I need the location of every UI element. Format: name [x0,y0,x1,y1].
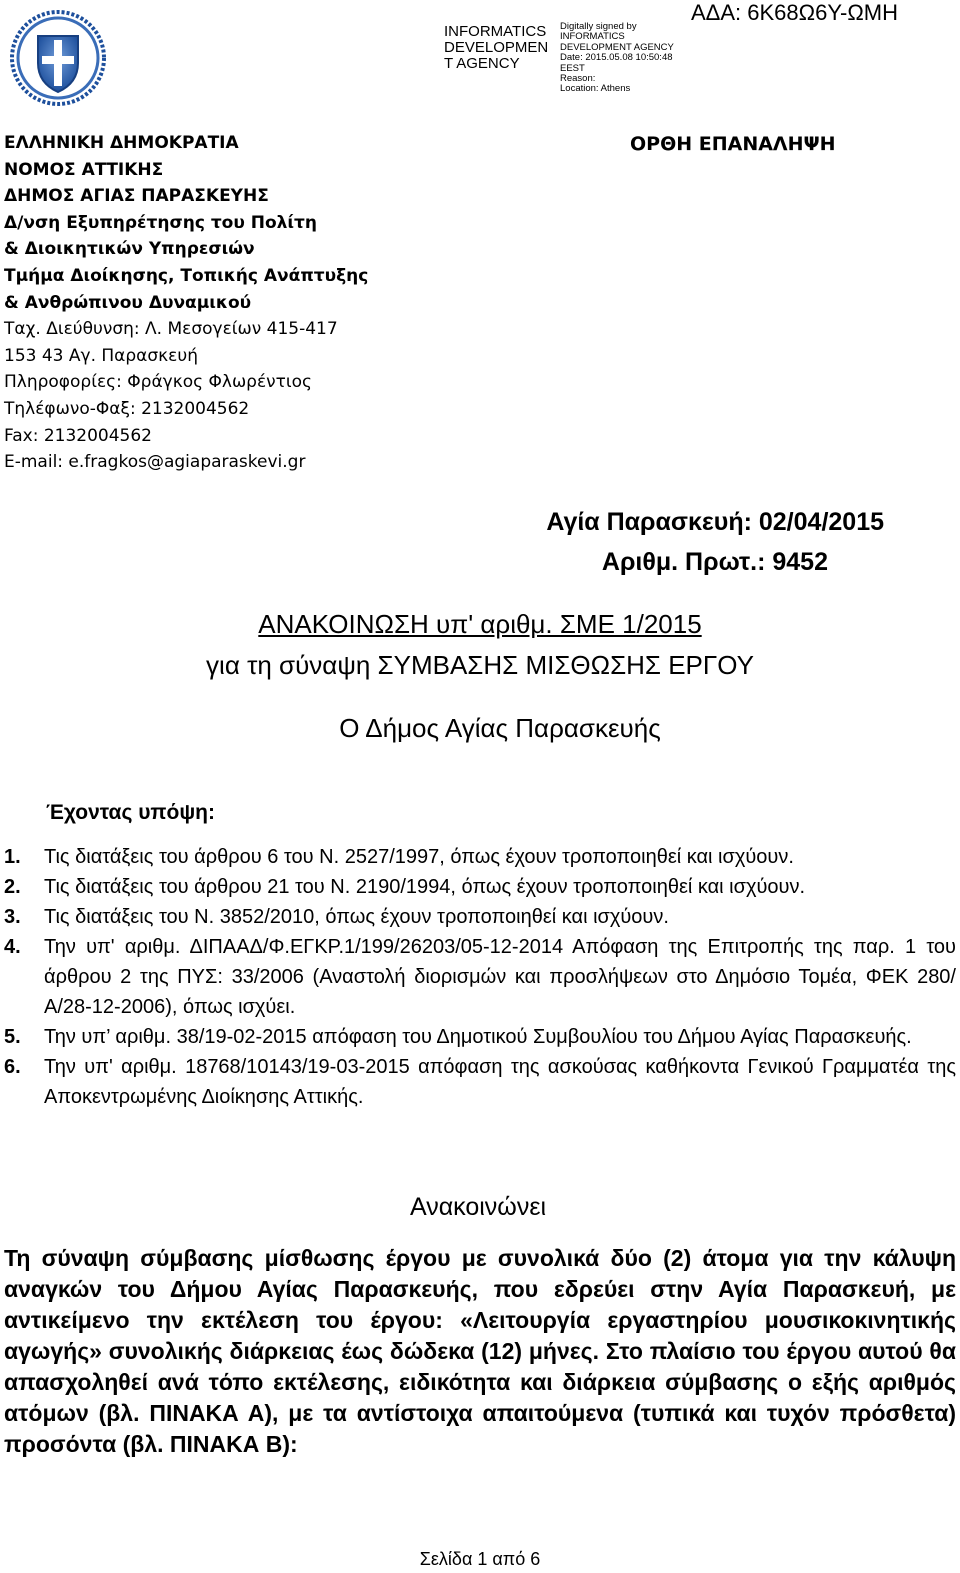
list-item-text: Τις διατάξεις του άρθρου 6 του Ν. 2527/1997, όπως έχουν τροποποιηθεί και ισχύουν. [44,846,794,868]
signature-line: Reason: [560,73,596,85]
correct-repetition-label: ΟΡΘΗ ΕΠΑΝΑΛΗΨΗ [630,133,836,155]
municipality-heading: Ο Δήμος Αγίας Παρασκευής [339,713,661,743]
list-item-number: 4. [4,936,21,958]
header-line: & Διοικητικών Υπηρεσιών [4,239,255,260]
ada-code: ΑΔΑ: 6Κ68Ω6Υ-ΩΜΗ [691,0,898,25]
announcement-title: ΑΝΑΚΟΙΝΩΣΗ υπ' αριθμ. ΣΜΕ 1/2015 [258,609,702,639]
list-item [4,902,956,932]
signature-line: Digitally signed by [560,21,637,32]
signature-line: Location: Athens [560,83,631,95]
list-item-number: 3. [4,906,21,928]
list-item-number: 5. [4,1026,21,1048]
header-line: & Ανθρώπινου Δυναμικού [4,292,252,313]
agency-line: T AGENCY [444,55,520,72]
list-item-text: Την υπ' αριθμ. 18768/10143/19-03-2015 απόφαση της ασκούσας καθήκοντα Γενικού Γραμματέα της Αποκεντρωμένης Διοίκησης Αττικής. [44,1056,956,1108]
signature-line: INFORMATICS [560,31,625,43]
considerations-list [4,842,956,1112]
digital-signature-block [560,22,674,95]
page-number: Σελίδα 1 από 6 [419,1549,541,1569]
list-item-number: 1. [4,846,21,868]
list-item-text: Την υπ' αριθμ. ΔΙΠΑΑΔ/Φ.ΕΓΚΡ.1/199/26203/05-12-2014 Απόφαση της Επιτροπής της παρ. 1 του άρθρου 2 της ΠΥΣ: 33/2006 (Αναστολή διορισμών και προσλήψεων στο Δημόσιο Τομέα, ΦΕΚ 280/Α/28-12-2006), όπως ισχύει. [44,936,956,1018]
announcement-subtitle: για τη σύναψη ΣΥΜΒΑΣΗΣ ΜΙΣΘΩΣΗΣ ΕΡΓΟΥ [206,650,754,680]
signature-line: DEVELOPMENT AGENCY [560,41,674,53]
list-item [4,932,956,1022]
signing-agency-name [444,24,548,72]
header-line: ΔΗΜΟΣ ΑΓΙΑΣ ΠΑΡΑΣΚΕΥΗΣ [4,186,269,207]
list-item-number: 6. [4,1056,21,1078]
considering-heading: Έχοντας υπόψη: [46,801,215,824]
contact-line: Τηλέφωνο-Φαξ: 2132004562 [4,398,250,419]
protocol-number: Αριθμ. Πρωτ.: 9452 [601,548,828,576]
list-item [4,1022,956,1052]
issuer-header [4,130,368,476]
signature-line: EEST [560,62,585,74]
header-line: ΝΟΜΟΣ ΑΤΤΙΚΗΣ [4,159,164,180]
header-line: Τμήμα Διοίκησης, Τοπικής Ανάπτυξης [4,265,369,286]
contact-line: E-mail: e.fragkos@agiaparaskevi.gr [4,452,306,473]
list-item [4,1052,956,1112]
contact-line: 153 43 Αγ. Παρασκευή [4,345,198,366]
signature-line: Date: 2015.05.08 10:50:48 [560,52,673,64]
header-line: ΕΛΛΗΝΙΚΗ ΔΗΜΟΚΡΑΤΙΑ [4,133,239,153]
contact-line: Πληροφορίες: Φράγκος Φλωρέντιος [4,372,313,393]
agency-line: DEVELOPMEN [444,39,549,56]
list-item-number: 2. [4,876,21,898]
list-item-text: Τις διατάξεις του άρθρου 21 του Ν. 2190/1994, όπως έχουν τροποποιηθεί και ισχύουν. [44,876,806,898]
document-date: Αγία Παρασκευή: 02/04/2015 [546,508,884,536]
greek-coat-of-arms-icon [8,8,108,108]
list-item [4,842,956,872]
agency-line: INFORMATICS [444,23,547,40]
contact-line: Fax: 2132004562 [4,425,152,446]
list-item-text: Την υπ’ αριθμ. 38/19-02-2015 απόφαση του Δημοτικού Συμβουλίου του Δήμου Αγίας Παρασκευής. [44,1026,912,1048]
list-item [4,872,956,902]
announces-heading: Ανακοινώνει [409,1193,547,1221]
contact-line: Ταχ. Διεύθυνση: Λ. Μεσογείων 415-417 [4,319,338,340]
announcement-body: Τη σύναψη σύμβασης μίσθωσης έργου με συνολικά δύο (2) άτομα για την κάλυψη αναγκών του Δήμου Αγίας Παρασκευής, που εδρεύει στην Αγία Παρασκευή, με αντικείμενο την εκτέλεση του έργου: «Λειτουργία εργαστηρίου μουσικοκινητικής αγωγής» συνολικής διάρκειας έως δώδεκα (12) μήνες. Στο πλαίσιο του έργου αυτού θα απασχοληθεί ανά τόπο εκτέλεσης, ειδικότητα και διάρκεια σύμβασης ο εξής αριθμός ατόμων (βλ. ΠΙΝΑΚΑ Α), με τα αντίστοιχα απαιτούμενα (τυπικά και τυχόν πρόσθετα) προσόντα (βλ. ΠΙΝΑΚΑ Β): [4,1245,956,1457]
list-item-text: Τις διατάξεις του Ν. 3852/2010, όπως έχουν τροποποιηθεί και ισχύουν. [44,906,669,928]
header-line: Δ/νση Εξυπηρέτησης του Πολίτη [4,212,317,233]
